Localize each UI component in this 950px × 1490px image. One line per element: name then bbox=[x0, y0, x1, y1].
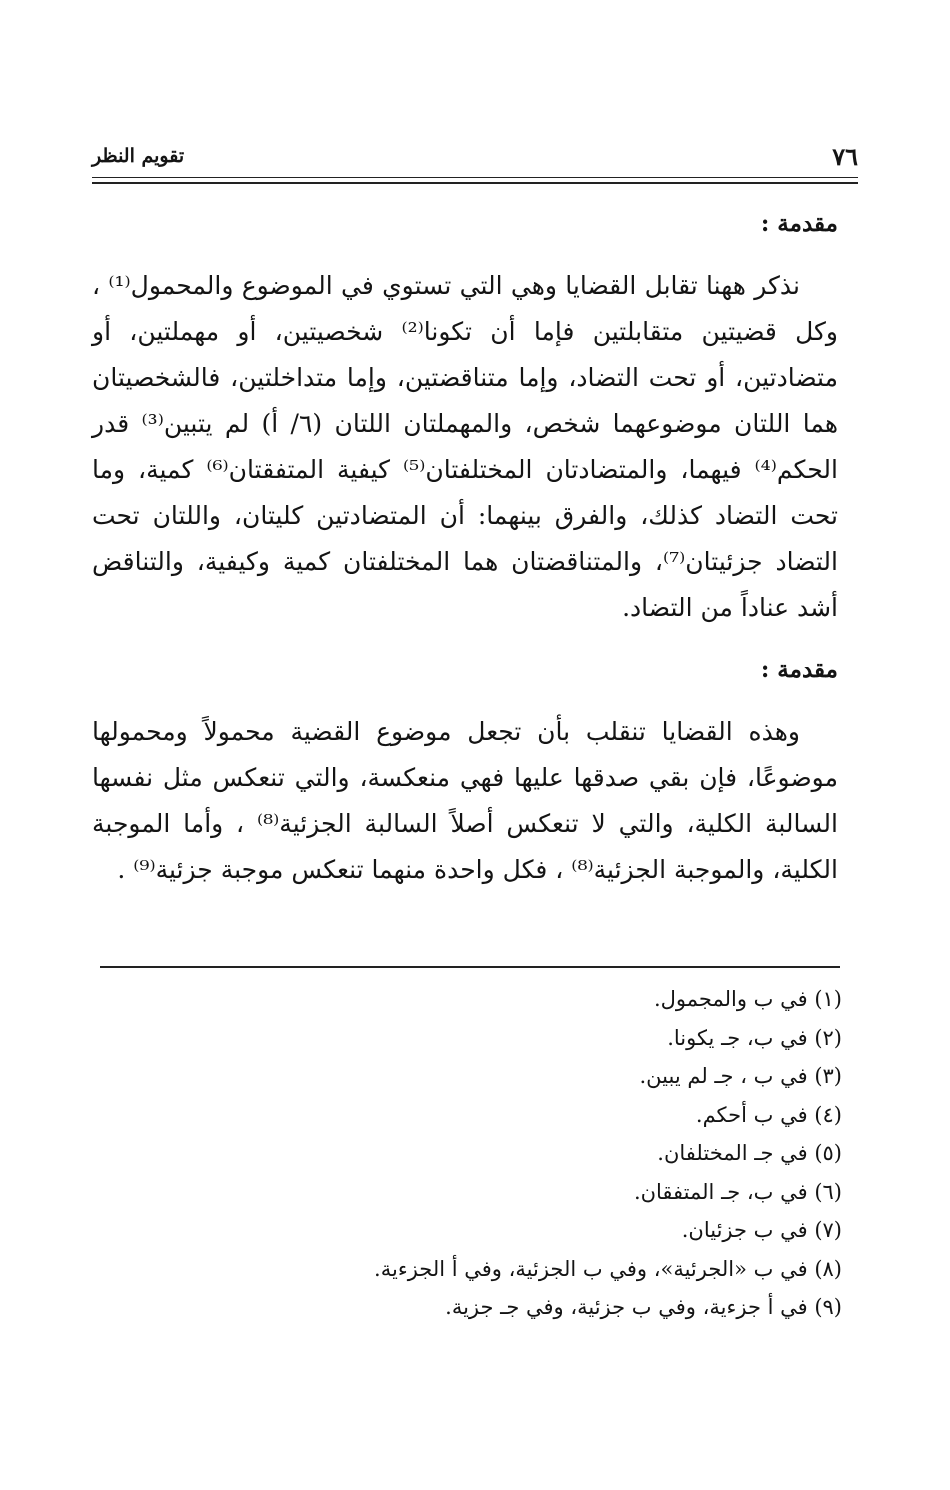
footnote: (٦) في ب، جـ المتفقان. bbox=[633, 1179, 842, 1204]
main-text bbox=[92, 195, 838, 893]
section-paragraph: وهذه القضايا تنقلب بأن تجعل موضوع القضية محمولاً ومحمولها موضوعًا، فإن بقي صدقها عليها فهي منعكسة، والتي تنعكس مثل نفسها السالبة الكلية، والتي لا تنعكس أصلاً السالبة الجزئية⁽⁸⁾ ، وأما الموجبة الكلية، والموجبة الجزئية⁽⁸⁾ ، فكل واحدة منهما تنعكس موجبة جزئية⁽⁹⁾ . bbox=[92, 717, 838, 884]
footnote: (٣) في ب ، جـ لم يبين. bbox=[639, 1064, 842, 1088]
footnote: (٧) في ب جزئيان. bbox=[681, 1218, 842, 1242]
header-rule-thin bbox=[92, 177, 858, 178]
header-rule-thick bbox=[92, 182, 858, 184]
footnote: (٤) في ب أحكم. bbox=[695, 1102, 842, 1127]
footnotes-list bbox=[122, 980, 842, 1327]
section-heading: مقدمة : bbox=[760, 656, 838, 683]
section-heading: مقدمة : bbox=[760, 210, 838, 237]
footnote-separator bbox=[100, 966, 840, 968]
section-paragraph: نذكر ههنا تقابل القضايا وهي التي تستوي في الموضوع والمحمول⁽¹⁾ ، وكل قضيتين متقابلتين فإما أن تكونا⁽²⁾ شخصيتين، أو مهملتين، أو متضادتين، أو تحت التضاد، وإما متناقضتين، وإما متداخلتين، فالشخصيتان هما اللتان موضوعهما شخص، والمهملتان اللتان (٦/ أ) لم يتبين⁽³⁾ قدر الحكم⁽⁴⁾ فيهما، والمتضادتان المختلفتان⁽⁵⁾ كيفية المتفقتان⁽⁶⁾ كمية، وما تحت التضاد كذلك، والفرق بينهما: أن المتضادتين كليتان، واللتان تحت التضاد جزئيتان⁽⁷⁾، والمتناقضتان هما المختلفتان كمية وكيفية، والتناقض أشد عناداً من التضاد. bbox=[92, 271, 839, 622]
book-title: تقويم النظر bbox=[92, 145, 185, 167]
footnote: (٨) في ب «الجرئية»، وفي ب الجزئية، وفي أ الجزءية. bbox=[374, 1256, 842, 1281]
page-number: ٧٦ bbox=[832, 141, 858, 171]
footnote: (٢) في ب، جـ يكونا. bbox=[667, 1025, 842, 1050]
footnote: (١) في ب والمجمول. bbox=[653, 987, 842, 1011]
running-head bbox=[92, 138, 858, 174]
footnote: (٥) في جـ المختلفان. bbox=[657, 1141, 842, 1165]
footnote: (٩) في أ جزءية، وفي ب جزئية، وفي جـ جزية. bbox=[445, 1295, 842, 1319]
